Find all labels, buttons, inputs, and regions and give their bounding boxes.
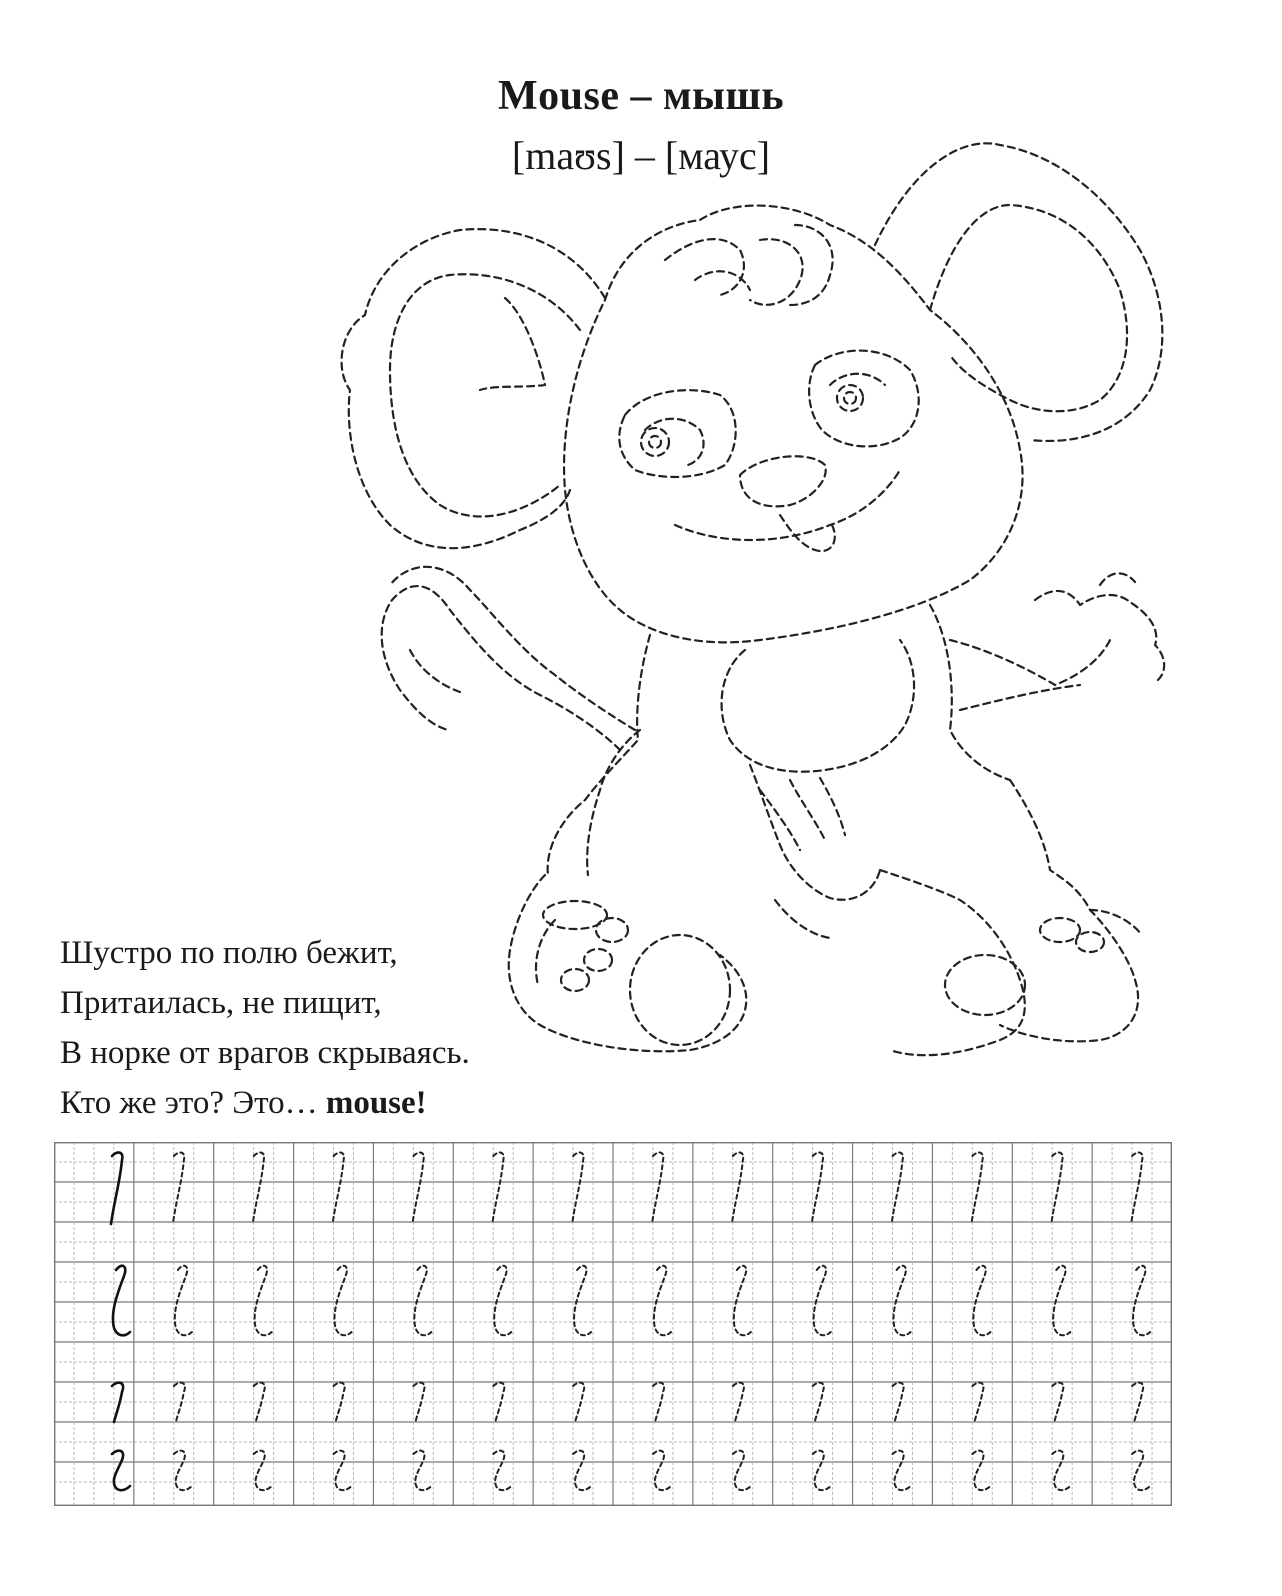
- traced-letter-stroke: [653, 1451, 671, 1491]
- traced-letter-stroke: [813, 1451, 831, 1491]
- traced-letter-stroke: [334, 1266, 351, 1336]
- traced-letter-stroke: [574, 1266, 591, 1336]
- traced-letter-stroke: [1132, 1451, 1150, 1491]
- traced-letter-stroke: [253, 1153, 264, 1224]
- traced-letter-stroke: [334, 1451, 352, 1491]
- poem-line-3: В норке от врагов скрываясь.: [60, 1035, 470, 1071]
- poem-answer: mouse!: [325, 1085, 427, 1121]
- traced-letter-stroke: [1131, 1153, 1142, 1224]
- traced-letter-stroke: [175, 1266, 192, 1336]
- poem-line-1: Шустро по полю бежит,: [60, 935, 398, 971]
- traced-letter-stroke: [254, 1451, 272, 1491]
- handwriting-practice-grid: [54, 1142, 1172, 1506]
- traced-letter-stroke: [734, 1266, 751, 1336]
- traced-letter-stroke: [733, 1451, 751, 1491]
- traced-letter-stroke: [492, 1153, 503, 1224]
- page-title: Mouse – мышь: [497, 73, 785, 119]
- traced-letter-stroke: [732, 1153, 743, 1224]
- traced-letter-stroke: [573, 1451, 591, 1491]
- traced-letter-stroke: [412, 1153, 423, 1224]
- poem-line-4-text: Кто же это? Это…: [60, 1085, 326, 1121]
- poem-line-2: Притаилась, не пищит,: [60, 985, 382, 1021]
- sample-letter-stroke: [112, 1451, 130, 1491]
- poem: [60, 928, 470, 1128]
- traced-letter-stroke: [893, 1451, 911, 1491]
- traced-letter-stroke: [971, 1153, 982, 1224]
- traced-letter-stroke: [173, 1153, 184, 1224]
- traced-letter-stroke: [654, 1266, 671, 1336]
- transcription: [maʊs] – [маус]: [511, 133, 771, 178]
- traced-letter-stroke: [493, 1451, 511, 1491]
- poem-line-4: [60, 1078, 470, 1128]
- traced-letter-stroke: [414, 1266, 431, 1336]
- traced-letter-stroke: [1133, 1266, 1150, 1336]
- traced-letter-stroke: [973, 1266, 990, 1336]
- traced-letter-stroke: [814, 1266, 831, 1336]
- traced-letter-stroke: [972, 1451, 990, 1491]
- traced-letter-stroke: [1051, 1153, 1062, 1224]
- traced-letter-stroke: [893, 1266, 910, 1336]
- traced-letter-stroke: [892, 1153, 903, 1224]
- traced-letter-stroke: [333, 1153, 344, 1224]
- traced-letter-stroke: [652, 1153, 663, 1224]
- traced-letter-stroke: [1052, 1451, 1070, 1491]
- traced-letter-stroke: [812, 1153, 823, 1224]
- traced-letter-stroke: [174, 1451, 192, 1491]
- traced-letter-stroke: [1053, 1266, 1070, 1336]
- traced-letter-stroke: [494, 1266, 511, 1336]
- traced-letter-stroke: [255, 1266, 272, 1336]
- traced-letter-stroke: [413, 1451, 431, 1491]
- sample-letter-stroke: [111, 1153, 122, 1224]
- sample-letter-stroke: [113, 1266, 130, 1336]
- traced-letter-stroke: [572, 1153, 583, 1224]
